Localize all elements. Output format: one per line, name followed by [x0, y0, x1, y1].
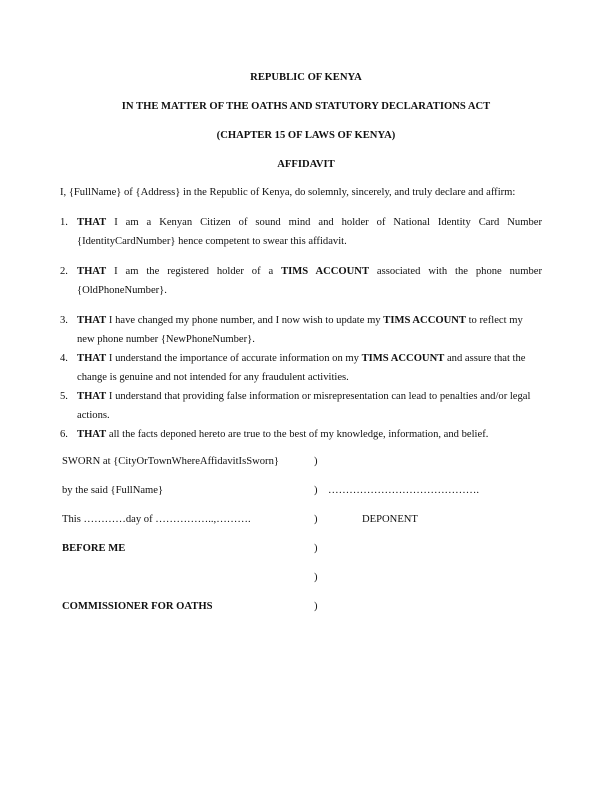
- tims-account-label: TIMS ACCOUNT: [383, 315, 466, 326]
- sworn-at-label: SWORN at {CityOrTownWhereAffidavitIsSworn}: [62, 456, 279, 467]
- before-me-label: BEFORE ME: [62, 543, 126, 554]
- commissioner-for-oaths-label: COMMISSIONER FOR OATHS: [62, 601, 213, 612]
- paragraph-text: THAT I understand that providing false information or misrepresentation can lead to penalties and/or legal actions.: [77, 391, 531, 421]
- bracket: ): [314, 601, 318, 612]
- commissioner-row: [62, 601, 542, 617]
- by-the-said-row: [62, 485, 542, 501]
- paragraph-text: THAT I am a Kenyan Citizen of sound mind and holder of National Identity Card Number {IdentityCardNumber} hence competent to swear this affidavit.: [77, 217, 542, 247]
- paragraph-text: THAT I am the registered holder of a TIMS ACCOUNT associated with the phone number {OldPhoneNumber}.: [77, 266, 542, 296]
- bracket: ): [314, 543, 318, 554]
- by-the-said-label: by the said {FullName}: [62, 485, 164, 496]
- paragraph-lead: THAT: [77, 391, 107, 402]
- deponent-label: DEPONENT: [362, 514, 418, 525]
- paragraph-text: THAT I have changed my phone number, and I now wish to update my TIMS ACCOUNT to reflect my new phone number {NewPhoneNumber}.: [77, 315, 523, 345]
- date-row: [62, 514, 542, 530]
- blank-row: [62, 572, 542, 588]
- before-me-row: [62, 543, 542, 559]
- heading-republic: REPUBLIC OF KENYA: [250, 72, 362, 83]
- paragraph-4: [60, 349, 542, 387]
- paragraph-lead: THAT: [77, 315, 107, 326]
- heading-chapter: (CHAPTER 15 OF LAWS OF KENYA): [216, 130, 396, 141]
- tims-account-label: TIMS ACCOUNT: [281, 266, 370, 277]
- heading-affidavit: AFFIDAVIT: [277, 159, 335, 170]
- paragraph-lead: THAT: [77, 353, 107, 364]
- bracket: ): [314, 514, 318, 525]
- paragraph-number: 1.: [60, 217, 68, 228]
- bracket: ): [314, 572, 318, 583]
- paragraph-number: 2.: [60, 266, 68, 277]
- deponent-signature-line[interactable]: …………………………………….: [328, 485, 479, 496]
- paragraph-lead: THAT: [77, 217, 107, 228]
- sworn-at-row: [62, 456, 542, 472]
- bracket: ): [314, 456, 318, 467]
- paragraph-number: 6.: [60, 429, 68, 440]
- paragraph-2: [60, 262, 542, 300]
- bracket: ): [314, 485, 318, 496]
- paragraph-6: [60, 425, 542, 444]
- paragraph-3: [60, 311, 542, 349]
- paragraph-lead: THAT: [77, 266, 107, 277]
- paragraph-5: [60, 387, 542, 425]
- date-label[interactable]: This …………day of ……………..,……….: [62, 514, 251, 525]
- paragraph-number: 4.: [60, 353, 68, 364]
- paragraph-number: 5.: [60, 391, 68, 402]
- paragraph-number: 3.: [60, 315, 68, 326]
- heading-act: IN THE MATTER OF THE OATHS AND STATUTORY DECLARATIONS ACT: [121, 101, 491, 112]
- tims-account-label: TIMS ACCOUNT: [361, 353, 445, 364]
- paragraph-text: THAT all the facts deponed hereto are true to the best of my knowledge, information, and belief.: [77, 429, 489, 440]
- paragraph-1: [60, 213, 542, 251]
- intro-declaration: I, {FullName} of {Address} in the Republic of Kenya, do solemnly, sincerely, and truly declare and affirm:: [60, 187, 516, 198]
- paragraph-text: THAT I understand the importance of accurate information on my TIMS ACCOUNT and assure that the change is genuine and not intended for any fraudulent activities.: [77, 353, 526, 383]
- paragraph-lead: THAT: [77, 429, 107, 440]
